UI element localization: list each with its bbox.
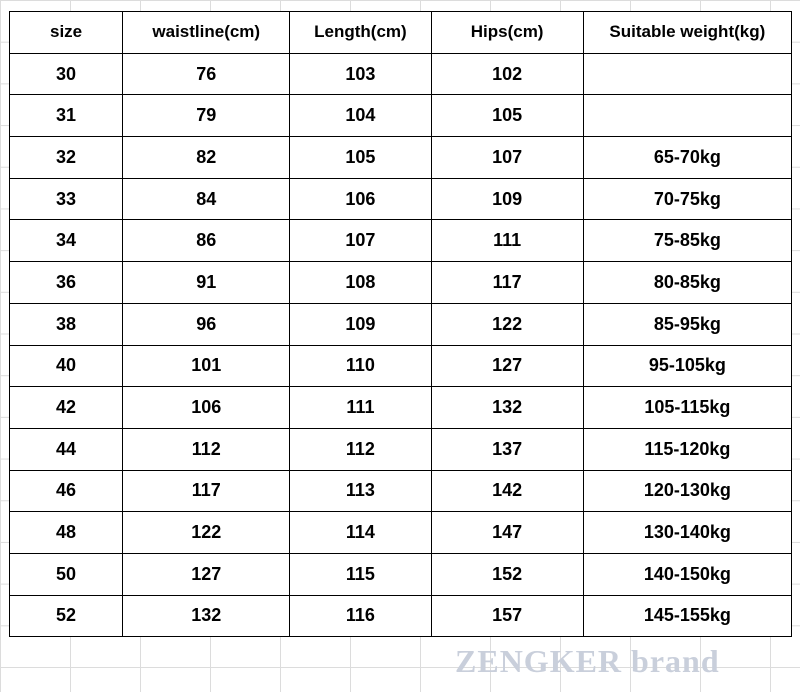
cell-suitable-weight: 70-75kg bbox=[583, 178, 791, 220]
cell-hips: 105 bbox=[431, 95, 583, 137]
table-row bbox=[10, 220, 792, 262]
cell-size: 52 bbox=[10, 595, 123, 637]
cell-waistline: 76 bbox=[123, 53, 290, 95]
table-body bbox=[10, 53, 792, 637]
table-row bbox=[10, 428, 792, 470]
cell-hips: 132 bbox=[431, 387, 583, 429]
table-row bbox=[10, 303, 792, 345]
header-waistline: waistline(cm) bbox=[123, 12, 290, 54]
header-row bbox=[10, 12, 792, 54]
brand-watermark: ZENGKER brand bbox=[455, 643, 720, 679]
cell-hips: 137 bbox=[431, 428, 583, 470]
cell-hips: 142 bbox=[431, 470, 583, 512]
cell-length: 107 bbox=[290, 220, 431, 262]
cell-suitable-weight bbox=[583, 95, 791, 137]
cell-length: 116 bbox=[290, 595, 431, 637]
cell-length: 109 bbox=[290, 303, 431, 345]
cell-length: 110 bbox=[290, 345, 431, 387]
cell-length: 112 bbox=[290, 428, 431, 470]
table-row bbox=[10, 595, 792, 637]
cell-size: 34 bbox=[10, 220, 123, 262]
cell-size: 42 bbox=[10, 387, 123, 429]
table-row bbox=[10, 95, 792, 137]
cell-suitable-weight: 75-85kg bbox=[583, 220, 791, 262]
cell-suitable-weight: 120-130kg bbox=[583, 470, 791, 512]
cell-suitable-weight: 105-115kg bbox=[583, 387, 791, 429]
cell-waistline: 91 bbox=[123, 262, 290, 304]
cell-waistline: 79 bbox=[123, 95, 290, 137]
cell-length: 108 bbox=[290, 262, 431, 304]
cell-hips: 111 bbox=[431, 220, 583, 262]
cell-suitable-weight: 140-150kg bbox=[583, 553, 791, 595]
cell-hips: 147 bbox=[431, 512, 583, 554]
cell-size: 30 bbox=[10, 53, 123, 95]
table-row bbox=[10, 345, 792, 387]
cell-size: 46 bbox=[10, 470, 123, 512]
cell-length: 104 bbox=[290, 95, 431, 137]
cell-size: 32 bbox=[10, 137, 123, 179]
cell-length: 114 bbox=[290, 512, 431, 554]
cell-length: 111 bbox=[290, 387, 431, 429]
header-suitable-weight: Suitable weight(kg) bbox=[583, 12, 791, 54]
cell-suitable-weight: 130-140kg bbox=[583, 512, 791, 554]
cell-size: 44 bbox=[10, 428, 123, 470]
table-row bbox=[10, 137, 792, 179]
header-length: Length(cm) bbox=[290, 12, 431, 54]
table-row bbox=[10, 178, 792, 220]
cell-length: 105 bbox=[290, 137, 431, 179]
cell-size: 31 bbox=[10, 95, 123, 137]
size-chart-table bbox=[9, 11, 792, 637]
cell-size: 33 bbox=[10, 178, 123, 220]
cell-hips: 102 bbox=[431, 53, 583, 95]
table-row bbox=[10, 262, 792, 304]
header-size: size bbox=[10, 12, 123, 54]
cell-size: 50 bbox=[10, 553, 123, 595]
cell-waistline: 82 bbox=[123, 137, 290, 179]
cell-suitable-weight: 85-95kg bbox=[583, 303, 791, 345]
table-row bbox=[10, 387, 792, 429]
cell-suitable-weight: 65-70kg bbox=[583, 137, 791, 179]
cell-hips: 117 bbox=[431, 262, 583, 304]
cell-waistline: 112 bbox=[123, 428, 290, 470]
cell-hips: 109 bbox=[431, 178, 583, 220]
cell-size: 38 bbox=[10, 303, 123, 345]
cell-size: 40 bbox=[10, 345, 123, 387]
cell-waistline: 96 bbox=[123, 303, 290, 345]
cell-hips: 122 bbox=[431, 303, 583, 345]
table-row bbox=[10, 512, 792, 554]
table-row bbox=[10, 53, 792, 95]
header-hips: Hips(cm) bbox=[431, 12, 583, 54]
cell-hips: 107 bbox=[431, 137, 583, 179]
cell-suitable-weight: 145-155kg bbox=[583, 595, 791, 637]
cell-suitable-weight: 95-105kg bbox=[583, 345, 791, 387]
cell-hips: 157 bbox=[431, 595, 583, 637]
cell-hips: 152 bbox=[431, 553, 583, 595]
cell-waistline: 127 bbox=[123, 553, 290, 595]
cell-length: 113 bbox=[290, 470, 431, 512]
cell-size: 48 bbox=[10, 512, 123, 554]
cell-length: 115 bbox=[290, 553, 431, 595]
cell-suitable-weight bbox=[583, 53, 791, 95]
cell-hips: 127 bbox=[431, 345, 583, 387]
table-row bbox=[10, 470, 792, 512]
cell-waistline: 117 bbox=[123, 470, 290, 512]
cell-size: 36 bbox=[10, 262, 123, 304]
cell-waistline: 86 bbox=[123, 220, 290, 262]
cell-waistline: 101 bbox=[123, 345, 290, 387]
cell-waistline: 122 bbox=[123, 512, 290, 554]
cell-waistline: 106 bbox=[123, 387, 290, 429]
cell-suitable-weight: 80-85kg bbox=[583, 262, 791, 304]
table-row bbox=[10, 553, 792, 595]
cell-waistline: 132 bbox=[123, 595, 290, 637]
cell-length: 103 bbox=[290, 53, 431, 95]
cell-length: 106 bbox=[290, 178, 431, 220]
cell-suitable-weight: 115-120kg bbox=[583, 428, 791, 470]
cell-waistline: 84 bbox=[123, 178, 290, 220]
